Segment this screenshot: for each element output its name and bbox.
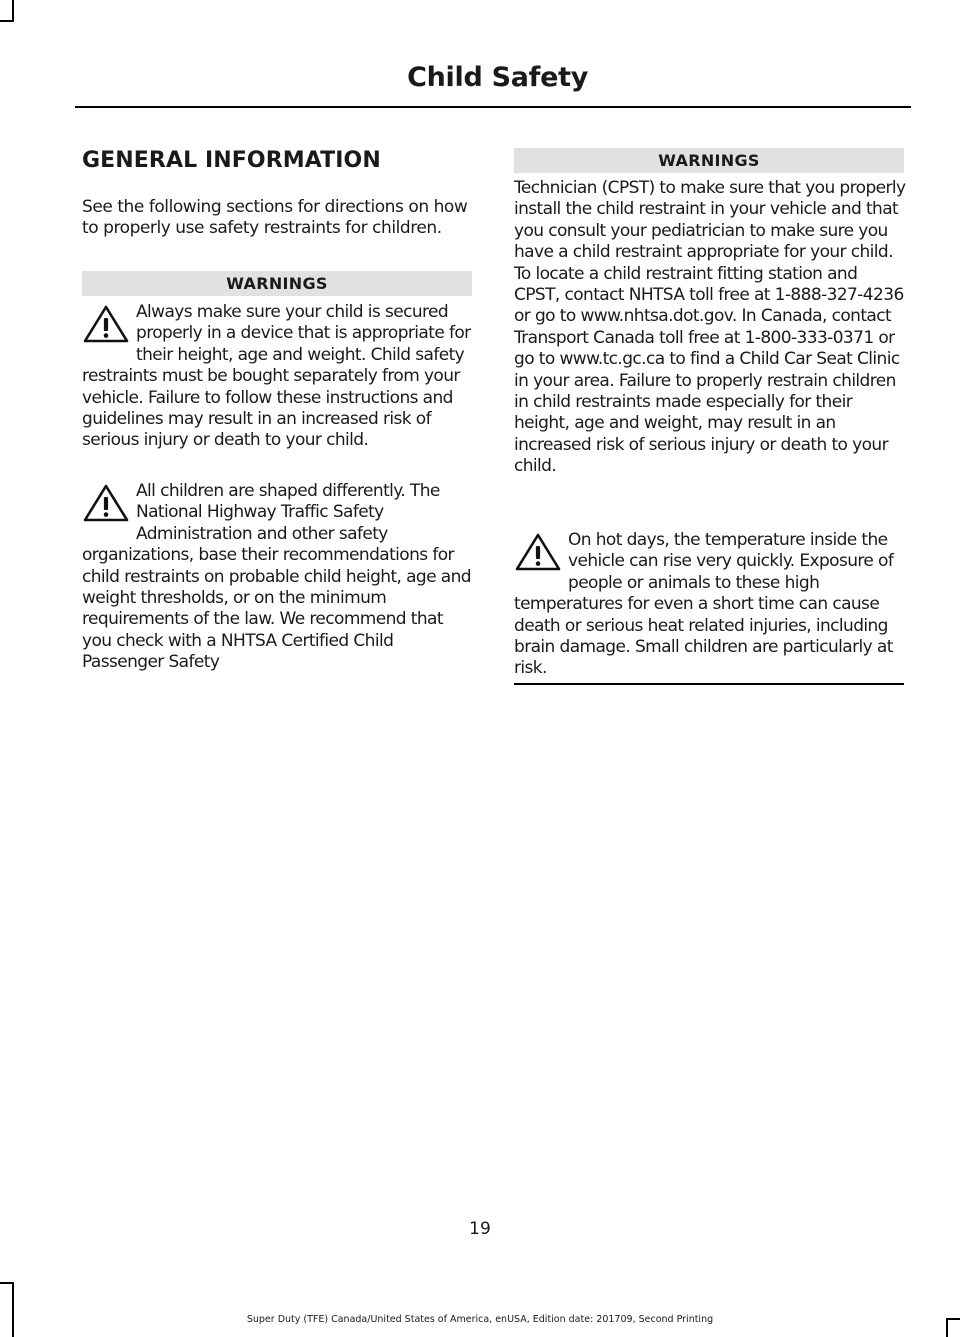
warning-block: [82, 302, 474, 452]
page-footer: Super Duty (TFE) Canada/United States of America, enUSA, Edition date: 201709, Second Printing: [246, 1314, 714, 1325]
page-number: 19: [469, 1219, 491, 1239]
warnings-header: WARNINGS: [514, 148, 904, 173]
warning-continued-text: Technician (CPST) to make sure that you properly install the child restraint in your vehicle and that you consult your pediatrician to make sure you have a child restraint appropriate for your child. To locate a child restraint fitting station and CPST, contact NHTSA toll free at 1-888-327-4236 or go to www.nhtsa.dot.gov. In Canada, contact Transport Canada toll free at 1-800-333-0371 or go to www.tc.gc.ca to find a Child Car Seat Clinic in your area. Failure to properly restrain children in child restraints made especially for their height, age and weight, may result in an increased risk of serious injury or death to your child.: [514, 178, 906, 477]
page-header-title: Child Safety: [407, 62, 588, 93]
warning-block: [514, 530, 906, 680]
warning-triangle-icon: [514, 530, 566, 594]
crop-mark-top-left-h: [0, 20, 14, 22]
warning-block: [82, 481, 474, 674]
intro-paragraph: See the following sections for directions on how to properly use safety restraints for children.: [82, 197, 468, 239]
warning-text: Always make sure your child is secured properly in a device that is appropriate for their height, age and weight. Child safety restraints must be bought separately from your vehicle. Failure to follow these instructions and guidelines may result in an increased risk of serious injury or death to your child.: [82, 302, 471, 451]
warning-text: On hot days, the temperature inside the vehicle can rise very quickly. Exposure of people or animals to these high temperatures for even a short time can cause death or serious heat related injuries, including brain damage. Small children are particularly at risk.: [514, 530, 894, 679]
warning-text: All children are shaped differently. The National Highway Traffic Safety Administration and other safety organizations, base their recommendations for child restraints on probable child height, age and weight thresholds, or on the minimum requirements of the law. We recommend that you check with a NHTSA Certified Child Passenger Safety: [82, 481, 471, 673]
warning-triangle-icon: [82, 481, 134, 545]
crop-mark-top-left-v: [12, 0, 14, 22]
warnings-end-rule: [514, 683, 904, 685]
crop-mark-bottom-left-h: [0, 1282, 14, 1284]
warnings-header: WARNINGS: [82, 271, 472, 296]
header-rule: [75, 106, 911, 108]
crop-mark-bottom-left-v: [12, 1282, 14, 1337]
section-title: GENERAL INFORMATION: [82, 148, 381, 173]
warning-triangle-icon: [82, 302, 134, 366]
